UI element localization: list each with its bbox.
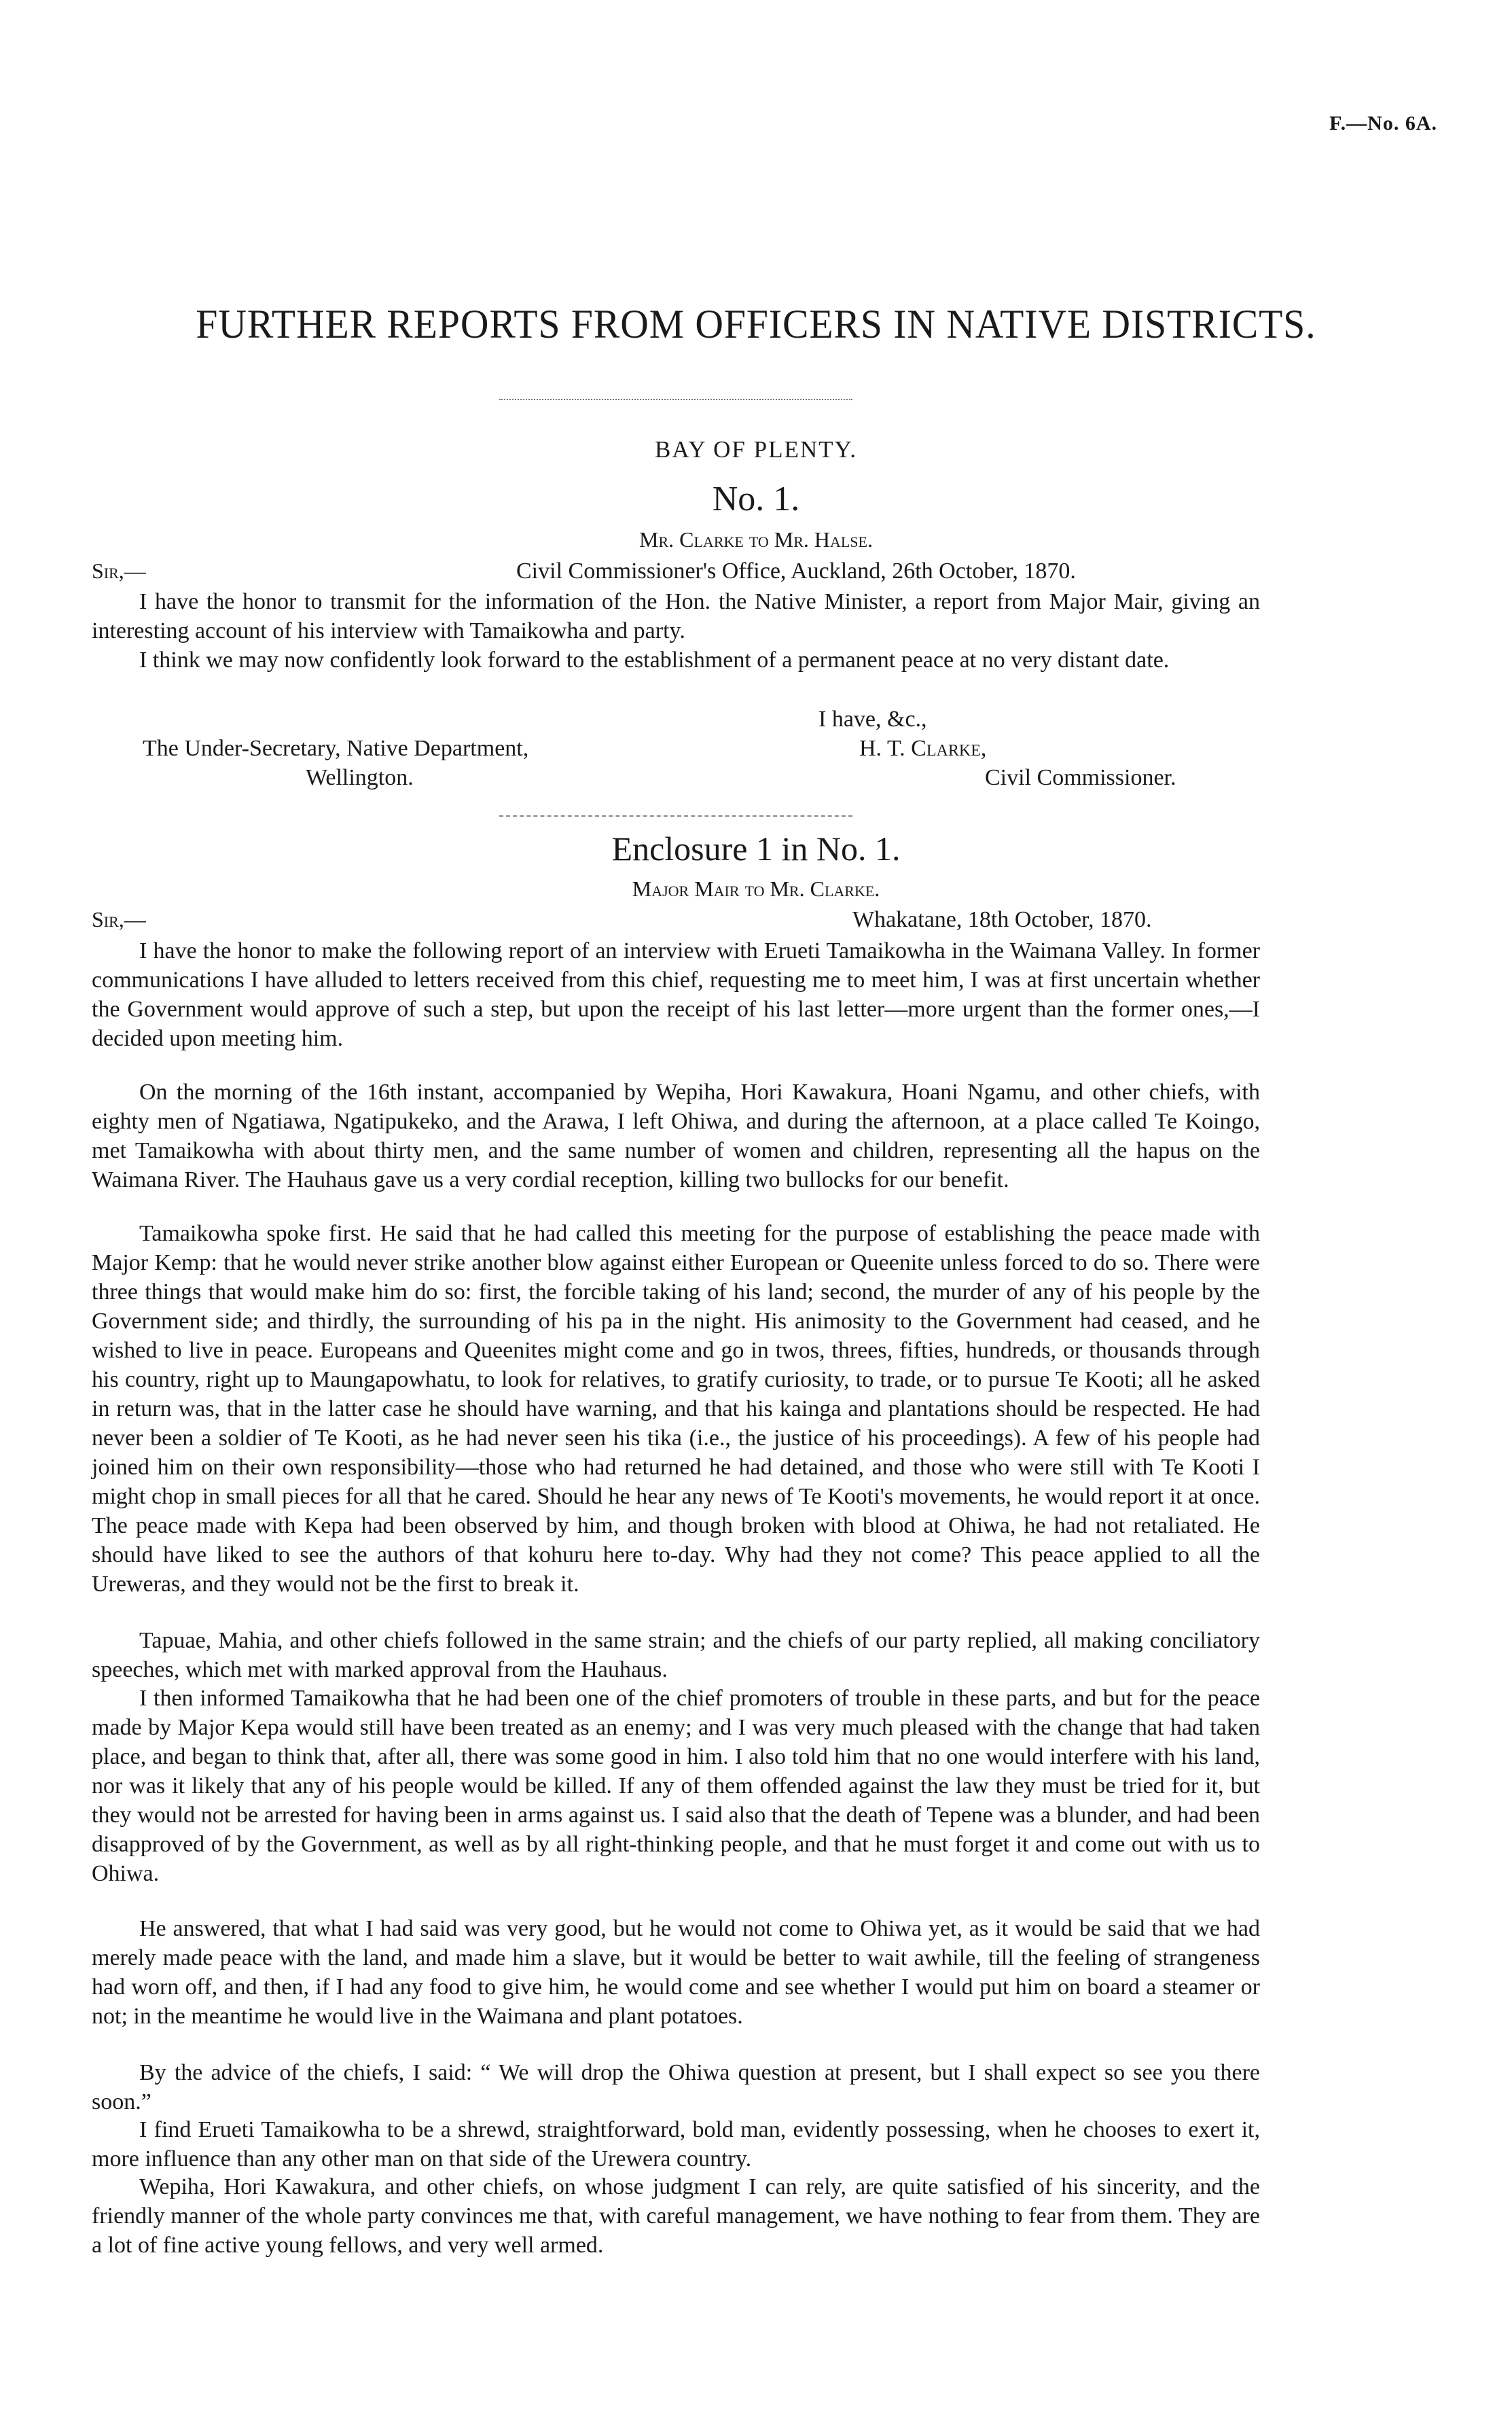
letter-dateline: Civil Commissioner's Office, Auckland, 26th October, 1870. — [516, 559, 1076, 584]
enclosure-dateline: Whakatane, 18th October, 1870. — [852, 907, 1152, 932]
region-heading: BAY OF PLENTY. — [654, 436, 858, 463]
letter-paragraph: I have the honor to transmit for the information of the Hon. the Native Minister, a report from Major Mair, giving an interesting account of his interview with Tamaikowha and party. — [92, 589, 1260, 643]
letter-signature-title: Civil Commissioner. — [985, 765, 1176, 790]
body-paragraph: Tamaikowha spoke first. He said that he had called this meeting for the purpose of establishing the peace made with Major Kemp: that he would never strike another blow against either European or Queenite unless forced to do so. There were three things that would make him do so: first, the forcible taking of his land; second, the murder of any of his people by the Government side; and thirdly, the surrounding of his pa in the night. His animosity to the Government had ceased, and he wished to live in peace. Europeans and Queenites might come and go in twos, threes, fifties, hundreds, or thousands through his country, right up to Maungapowhatu, to look for relatives, to gratify curiosity, to trade, or to pursue Te Kooti; all he asked in return was, that in the latter case he should have warning, and that his kainga and plantations should be respected. He had never been a soldier of Te Kooti, as he had never seen his tika (i.e., the justice of his proceedings). A few of his people had joined him on their own responsibility—those who had returned he had detained, and those who were still with Te Kooti I might chop in small pieces for all that he cared. Should he hear any news of Te Kooti's movements, he would report it at once. The peace made with Kepa had been observed by him, and though broken with blood at Ohiwa, he had not retaliated. He should have liked to see the authors of that kohuru here to-day. Why had they not come? This peace applied to all the Ureweras, and they would not be the first to break it. — [92, 1221, 1260, 1597]
letter-signature-name: H. T. Clarke, — [859, 736, 987, 761]
body-paragraph: On the morning of the 16th instant, accompanied by Wepiha, Hori Kawakura, Hoani Ngamu, and other chiefs, with eighty men of Ngatiawa, Ngatipukeko, and the Arawa, I left Ohiwa, and during the afternoon, at a place called Te Koingo, met Tamaikowha with about thirty men, and the same number of women and children, representing all the hapus on the Waimana River. The Hauhaus gave us a very cordial reception, killing two bullocks for our benefit. — [92, 1080, 1260, 1192]
body-paragraph: I find Erueti Tamaikowha to be a shrewd, straightforward, bold man, evidently possessing, when he chooses to exert it, more influence than any other man on that side of the Urewera country. — [92, 2117, 1260, 2172]
page-reference: F.—No. 6A. — [1329, 112, 1437, 135]
letter-addressee: The Under-Secretary, Native Department, — [143, 736, 529, 761]
body-paragraph: I have the honor to make the following report of an interview with Erueti Tamaikowha in the Waimana Valley. In former communications I have alluded to letters received from this chief, requesting me to meet him, I was at first uncertain whether the Government would approve of such a step, but upon the receipt of his last letter—more urgent than the former ones,—I decided upon meeting him. — [92, 938, 1260, 1051]
letter-paragraph: I think we may now confidently look forward to the establishment of a permanent peace at no very distant date. — [139, 648, 1170, 673]
body-paragraph: By the advice of the chiefs, I said: “ We will drop the Ohiwa question at present, but I shall expect so see you there soon.” — [92, 2060, 1260, 2114]
body-paragraph: Wepiha, Hori Kawakura, and other chiefs, on whose judgment I can rely, are quite satisfied of his sincerity, and the friendly manner of the whole party convinces me that, with careful management, we have nothing to fear from them. They are a lot of fine active young fellows, and very well armed. — [92, 2174, 1260, 2258]
body-paragraph: I then informed Tamaikowha that he had been one of the chief promoters of trouble in these parts, and but for the peace made by Major Kepa would still have been treated as an enemy; and I was very much pleased with the change that had taken place, and began to think that, after all, there was some good in him. I also told him that no one would interfere with his land, nor was it likely that any of his people would be killed. If any of them offended against the law they must be tried for it, but they would not be arrested for having been in arms against us. I said also that the death of Tepene was a blunder, and had been disapproved of by the Government, as well as by all right-thinking people, and that he must forget it and come out with us to Ohiwa. — [92, 1686, 1260, 1886]
letter-salutation: Sir,— — [92, 559, 146, 583]
enclosure-heading: Enclosure 1 in No. 1. — [611, 830, 901, 868]
enclosure-salutation: Sir,— — [92, 907, 146, 932]
letter-number: No. 1. — [712, 480, 800, 518]
letter-closing: I have, &c., — [818, 707, 927, 732]
body-paragraph: He answered, that what I had said was very good, but he would not come to Ohiwa yet, as it would be said that we had merely made peace with the land, and made him a slave, but it would be better to wait awhile, till the feeling of strangeness had worn off, and then, if I had any food to give him, he would come and see whether I would put him on board a steamer or not; in the meantime he would live in the Waimana and plant potatoes. — [92, 1916, 1260, 2029]
section-divider — [499, 815, 852, 817]
letter-from-to: Mr. Clarke to Mr. Halse. — [639, 527, 873, 552]
enclosure-from-to: Major Mair to Mr. Clarke. — [632, 876, 880, 901]
document-title: FURTHER REPORTS FROM OFFICERS IN NATIVE DISTRICTS. — [196, 302, 1316, 347]
body-paragraph: Tapuae, Mahia, and other chiefs followed in the same strain; and the chiefs of our party replied, all making conciliatory speeches, which met with marked approval from the Hauhaus. — [92, 1628, 1260, 1682]
title-divider — [499, 399, 852, 400]
letter-addressee-city: Wellington. — [306, 765, 414, 790]
